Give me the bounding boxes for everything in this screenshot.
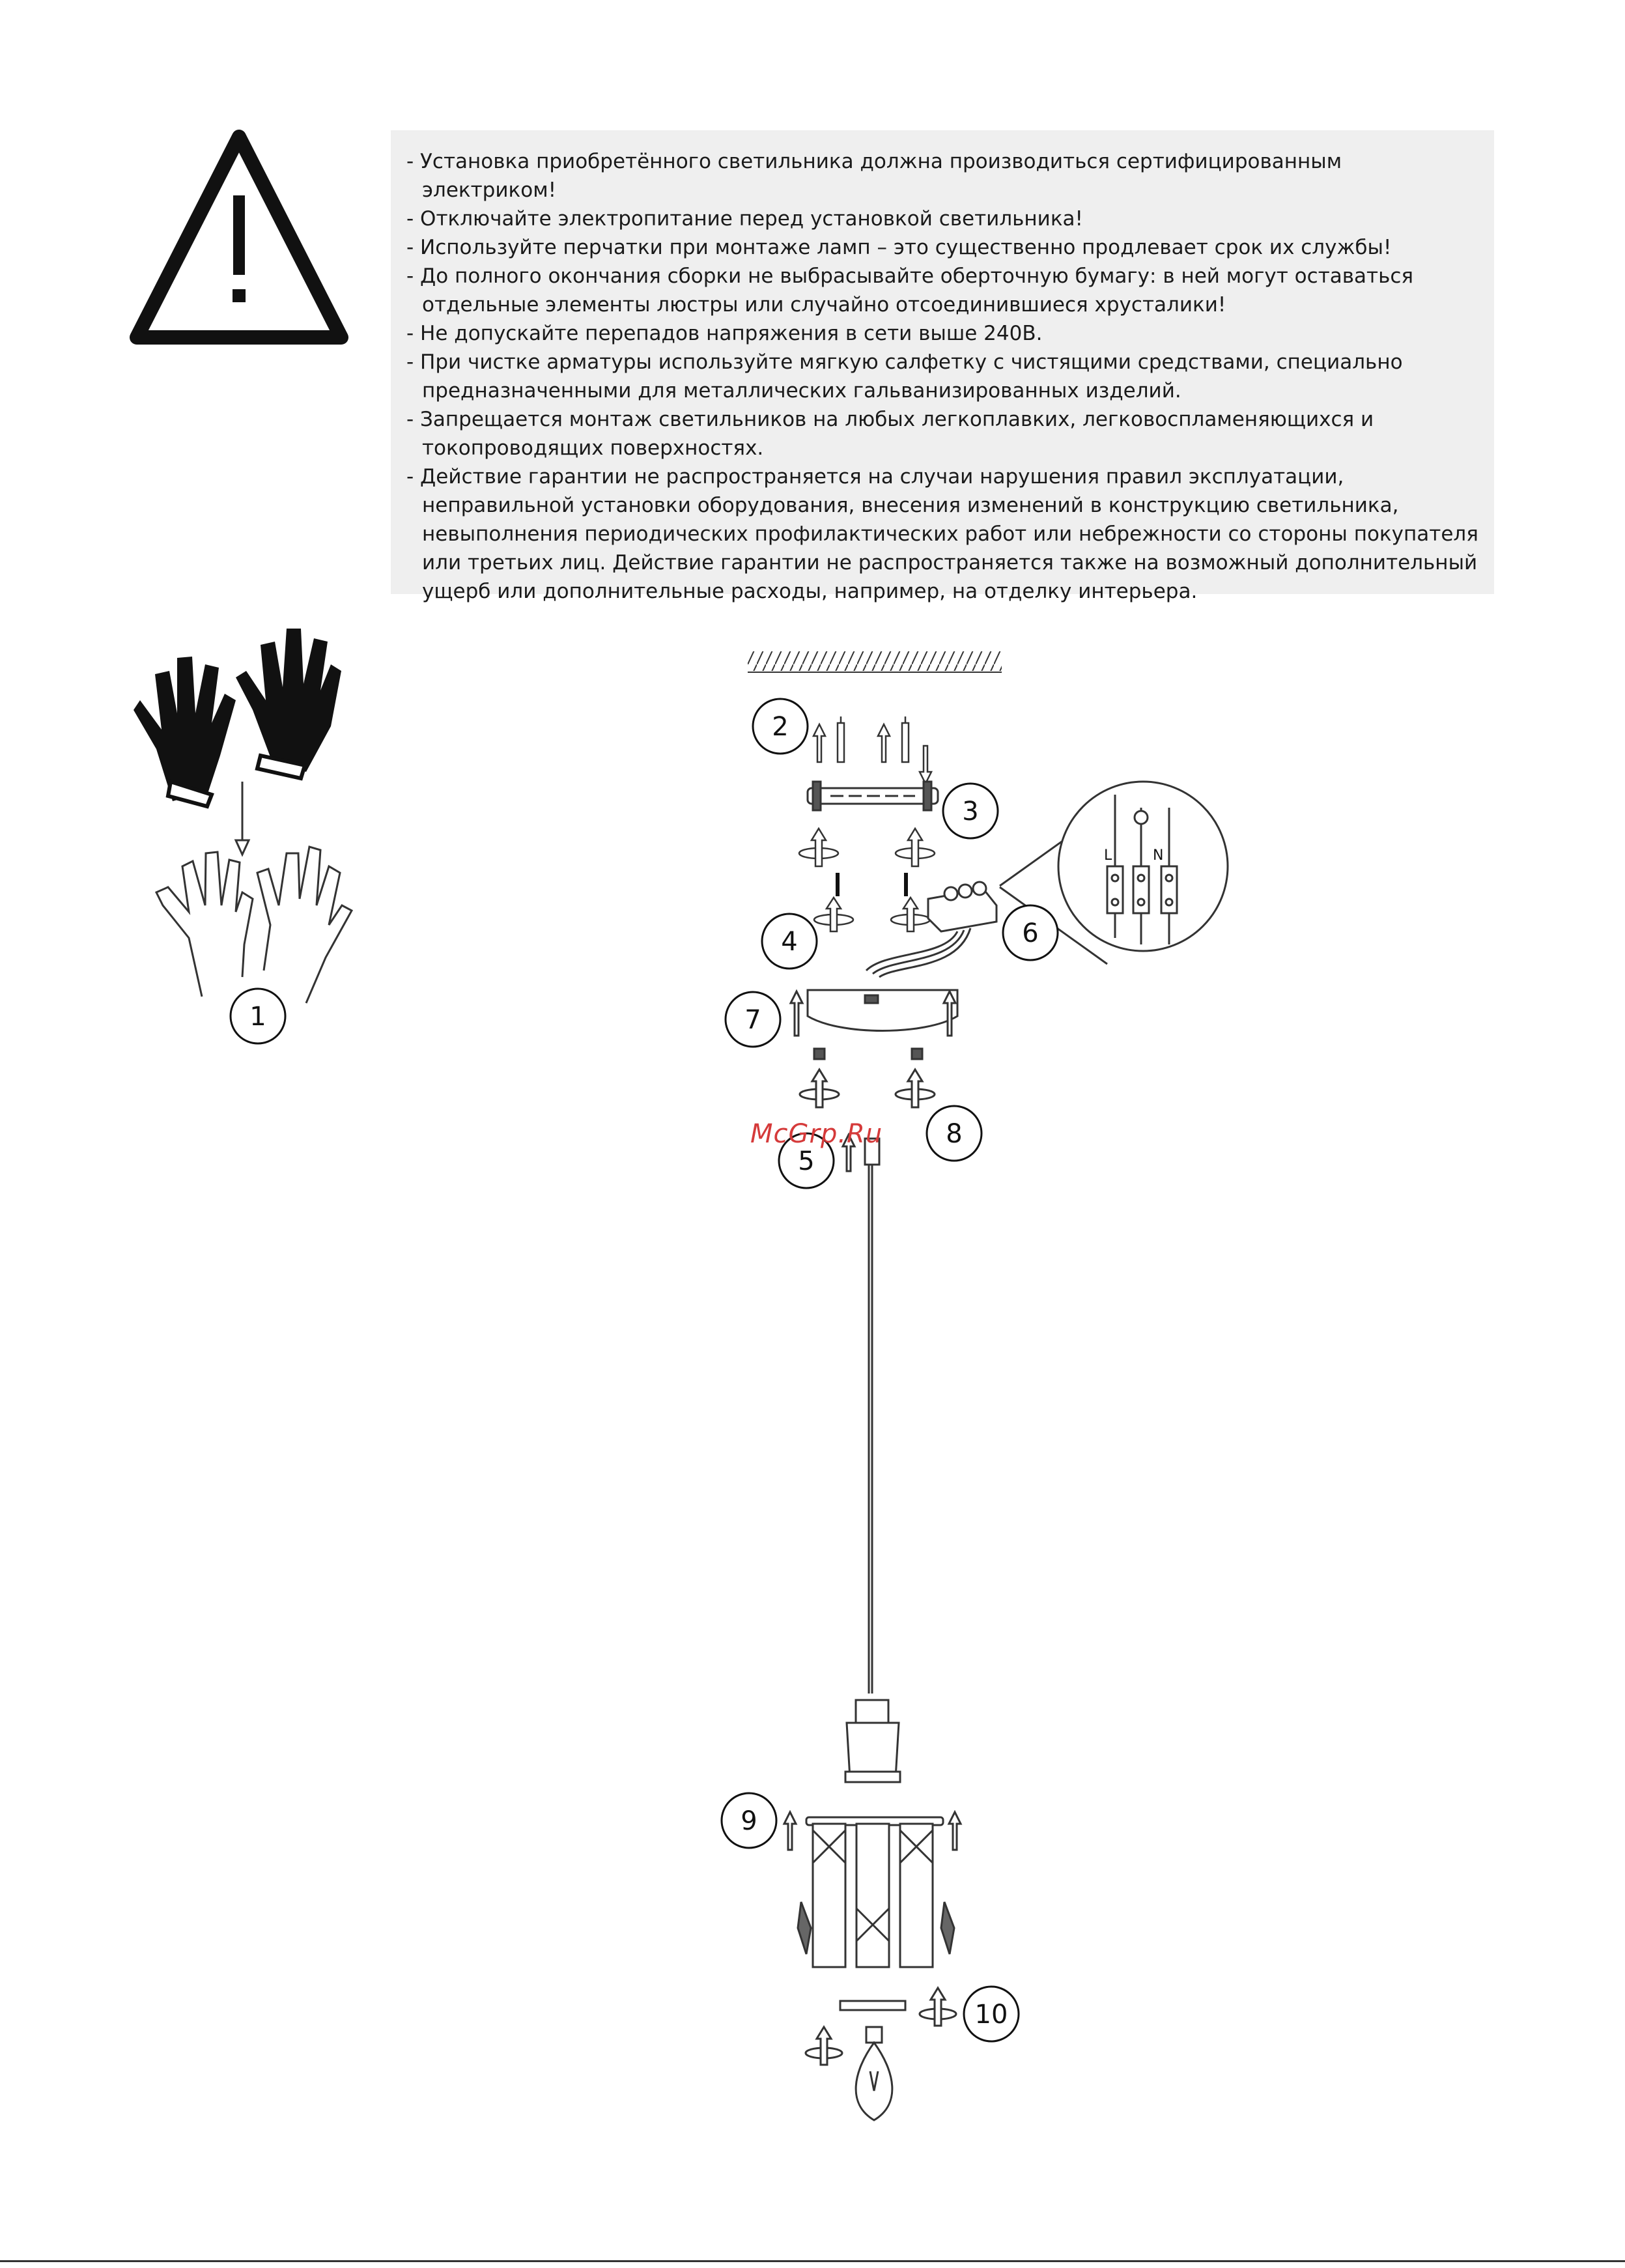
step-9-marker [722,1793,776,1848]
bottom-rule [0,2260,1625,2262]
mounting-bar [808,782,938,810]
canopy [791,990,957,1107]
step-1-marker [231,989,285,1043]
step-7-marker [726,992,780,1047]
warning-triangle-icon [129,128,349,348]
step-3-label: 3 [962,797,979,827]
safety-notice [391,130,1494,603]
step-8-marker [927,1106,982,1161]
gloved-hands-icon [134,629,341,806]
screw-washers [799,829,935,931]
notice-item: - Не допускайте перепадов напряжения в сети выше 240В. [406,322,1043,345]
step-9-label: 9 [741,1806,757,1836]
arrow-down-icon [236,782,249,855]
bare-hands-icon [156,847,352,1003]
notice-list [406,147,1478,606]
terminal-block [866,882,996,977]
step-4-marker [762,914,817,969]
step-4-label: 4 [781,927,798,957]
ceiling [748,651,1002,672]
step-1-label: 1 [249,1002,266,1032]
wiring-neutral-label: N [1153,847,1164,864]
step-6-marker [1003,905,1058,960]
notice-item: - Используйте перчатки при монтаже ламп – это существенно продлевает срок их службы! [406,236,1392,259]
notice-item: - До полного окончания сборки не выбрасывайте оберточную бумагу: в ней могут оставаться отдельные элементы люстры или случайно отсоединившиеся хрусталики! [406,264,1414,317]
crystal-shade [784,1812,961,1967]
notice-item: - При чистке арматуры используйте мягкую салфетку с чистящими средствами, специально предназначенными для металлических гальванизированных изделий. [406,350,1403,403]
bulb-assembly [806,1988,956,2120]
step-10-marker [964,1987,1019,2041]
notice-item: - Действие гарантии не распространяется на случаи нарушения правил эксплуатации, неправильной установки оборудования, внесения изменений в конструкцию светильника, невыполнения периодических профилактических работ или небрежности со стороны покупателя или третьих лиц. Действие гарантии не распространяется также на возможный дополнительный ущерб или дополнительные расходы, например, на отделку интерьера. [406,465,1478,603]
step-3-marker [943,784,998,838]
notice-item: - Установка приобретённого светильника должна производиться сертифицированным электриком! [406,150,1342,202]
step-10-label: 10 [974,2000,1008,2030]
watermark: McGrp.Ru [750,1119,883,1149]
wiring-live-label: L [1104,847,1112,864]
step-5-label: 5 [798,1146,815,1176]
suspension-rod [843,1135,879,1694]
step-6-label: 6 [1022,918,1039,948]
step-2-label: 2 [772,712,789,742]
assembly-diagram [0,612,1625,2189]
anchor-screws [813,716,931,784]
step-2-marker [753,699,808,754]
notice-item: - Запрещается монтаж светильников на любых легкоплавких, легковоспламеняющихся и токопроводящих поверхностях. [406,408,1374,460]
notice-item: - Отключайте электропитание перед установкой светильника! [406,207,1083,231]
step-8-label: 8 [946,1119,963,1149]
lamp-socket [845,1700,900,1782]
step-7-label: 7 [744,1005,761,1035]
